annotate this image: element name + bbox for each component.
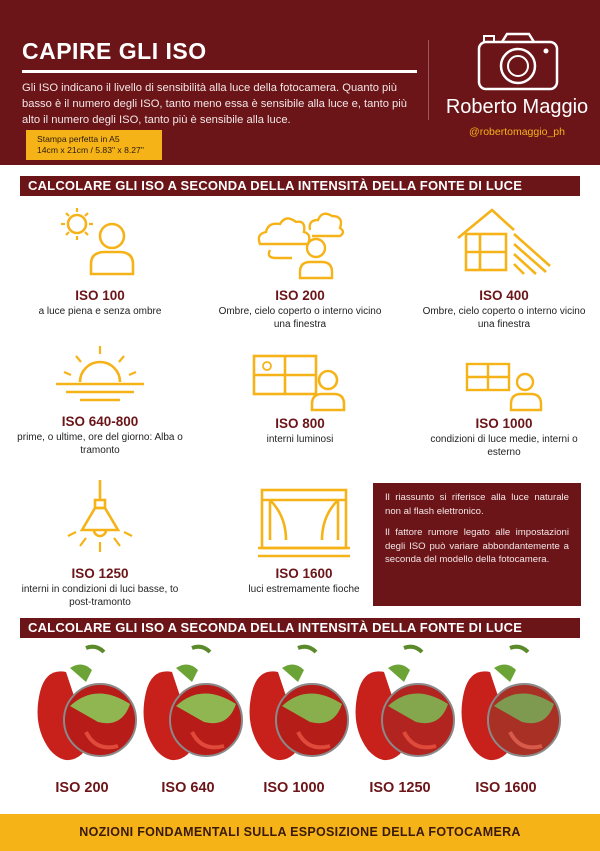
iso-item-1250	[10, 478, 190, 609]
clouds-person-icon	[252, 204, 348, 284]
sample-iso-label: ISO 200	[55, 780, 109, 796]
iso-item-1000	[414, 356, 594, 459]
intro-text: Gli ISO indicano il livello di sensibilità alla luce della fotocamera. Quanto più basso è il numero degli ISO, tanto meno essa è sensibile alla luce e, tanto più alto il numero degli ISO, tanto più è sensibile alla luce.	[22, 82, 407, 126]
pepper-sample-image	[450, 642, 562, 770]
print-line-1: Stampa perfetta in A5	[37, 134, 120, 144]
iso-description: prime, o ultime, ore del giorno: Alba o tramonto	[17, 432, 183, 456]
pepper-sample-image	[132, 642, 244, 770]
sample-iso-label: ISO 640	[161, 780, 215, 796]
iso-item-200	[210, 204, 390, 331]
camera-icon	[476, 30, 560, 92]
section-title-noise-samples: CALCOLARE GLI ISO A SECONDA DELLA INTENSITÀ DELLA FONTE DI LUCE	[20, 618, 580, 638]
print-line-2: 14cm x 21cm / 5.83" x 8.27"	[37, 145, 144, 155]
note-paragraph-2: Il fattore rumore legato alle impostazioni degli ISO può variare abbondantemente a seconda del modello della fotocamera.	[385, 527, 569, 565]
iso-value: ISO 1600	[275, 566, 333, 581]
small-window-person-icon	[459, 356, 549, 412]
print-size-badge	[26, 130, 162, 160]
social-handle: @robertomaggio_ph	[469, 126, 565, 138]
brand-name: Roberto Maggio	[445, 96, 589, 118]
pepper-sample-image	[26, 642, 138, 770]
iso-description: a luce piena e senza ombre	[38, 306, 162, 317]
iso-value: ISO 1000	[475, 416, 533, 431]
pepper-sample-image	[238, 642, 350, 770]
iso-value: ISO 640-800	[61, 414, 139, 429]
iso-value: ISO 100	[75, 288, 125, 303]
footer-banner: NOZIONI FONDAMENTALI SULLA ESPOSIZIONE DELLA FOTOCAMERA	[0, 814, 600, 851]
pepper-sample-image	[344, 642, 456, 770]
iso-description: luci estremamente fioche	[248, 584, 360, 595]
iso-description: interni in condizioni di luci basse, to post-tramonto	[21, 584, 179, 608]
sunset-icon	[50, 342, 150, 410]
iso-item-640-800	[10, 342, 190, 457]
sample-iso-label: ISO 1250	[369, 780, 431, 796]
iso-description: interni luminosi	[266, 434, 334, 445]
iso-value: ISO 400	[479, 288, 529, 303]
title-underline	[22, 70, 417, 73]
section-title-light-sources: CALCOLARE GLI ISO A SECONDA DELLA INTENSITÀ DELLA FONTE DI LUCE	[20, 176, 580, 196]
info-note-box	[373, 483, 581, 606]
iso-item-100	[10, 204, 190, 318]
sun-person-icon	[55, 204, 145, 284]
sample-iso-label: ISO 1600	[475, 780, 537, 796]
theater-stage-icon	[256, 486, 352, 562]
iso-description: Ombre, cielo coperto o interno vicino una finestra	[218, 306, 382, 330]
iso-value: ISO 1250	[71, 566, 129, 581]
note-paragraph-1: Il riassunto si riferisce alla luce naturale non al flash elettronico.	[385, 492, 569, 517]
iso-description: Ombre, cielo coperto o interno vicino una finestra	[422, 306, 586, 330]
iso-value: ISO 800	[275, 416, 325, 431]
iso-item-400	[414, 204, 594, 331]
page-title: CAPIRE GLI ISO	[22, 38, 207, 64]
window-person-icon	[248, 350, 352, 412]
header-divider	[428, 40, 429, 120]
iso-value: ISO 200	[275, 288, 325, 303]
ceiling-lamp-icon	[60, 478, 140, 562]
iso-item-800	[210, 350, 390, 446]
sample-iso-label: ISO 1000	[263, 780, 325, 796]
house-shade-icon	[452, 204, 556, 284]
iso-description: condizioni di luce medie, interni o esterno	[430, 434, 578, 458]
iso-item-1600	[214, 486, 394, 596]
